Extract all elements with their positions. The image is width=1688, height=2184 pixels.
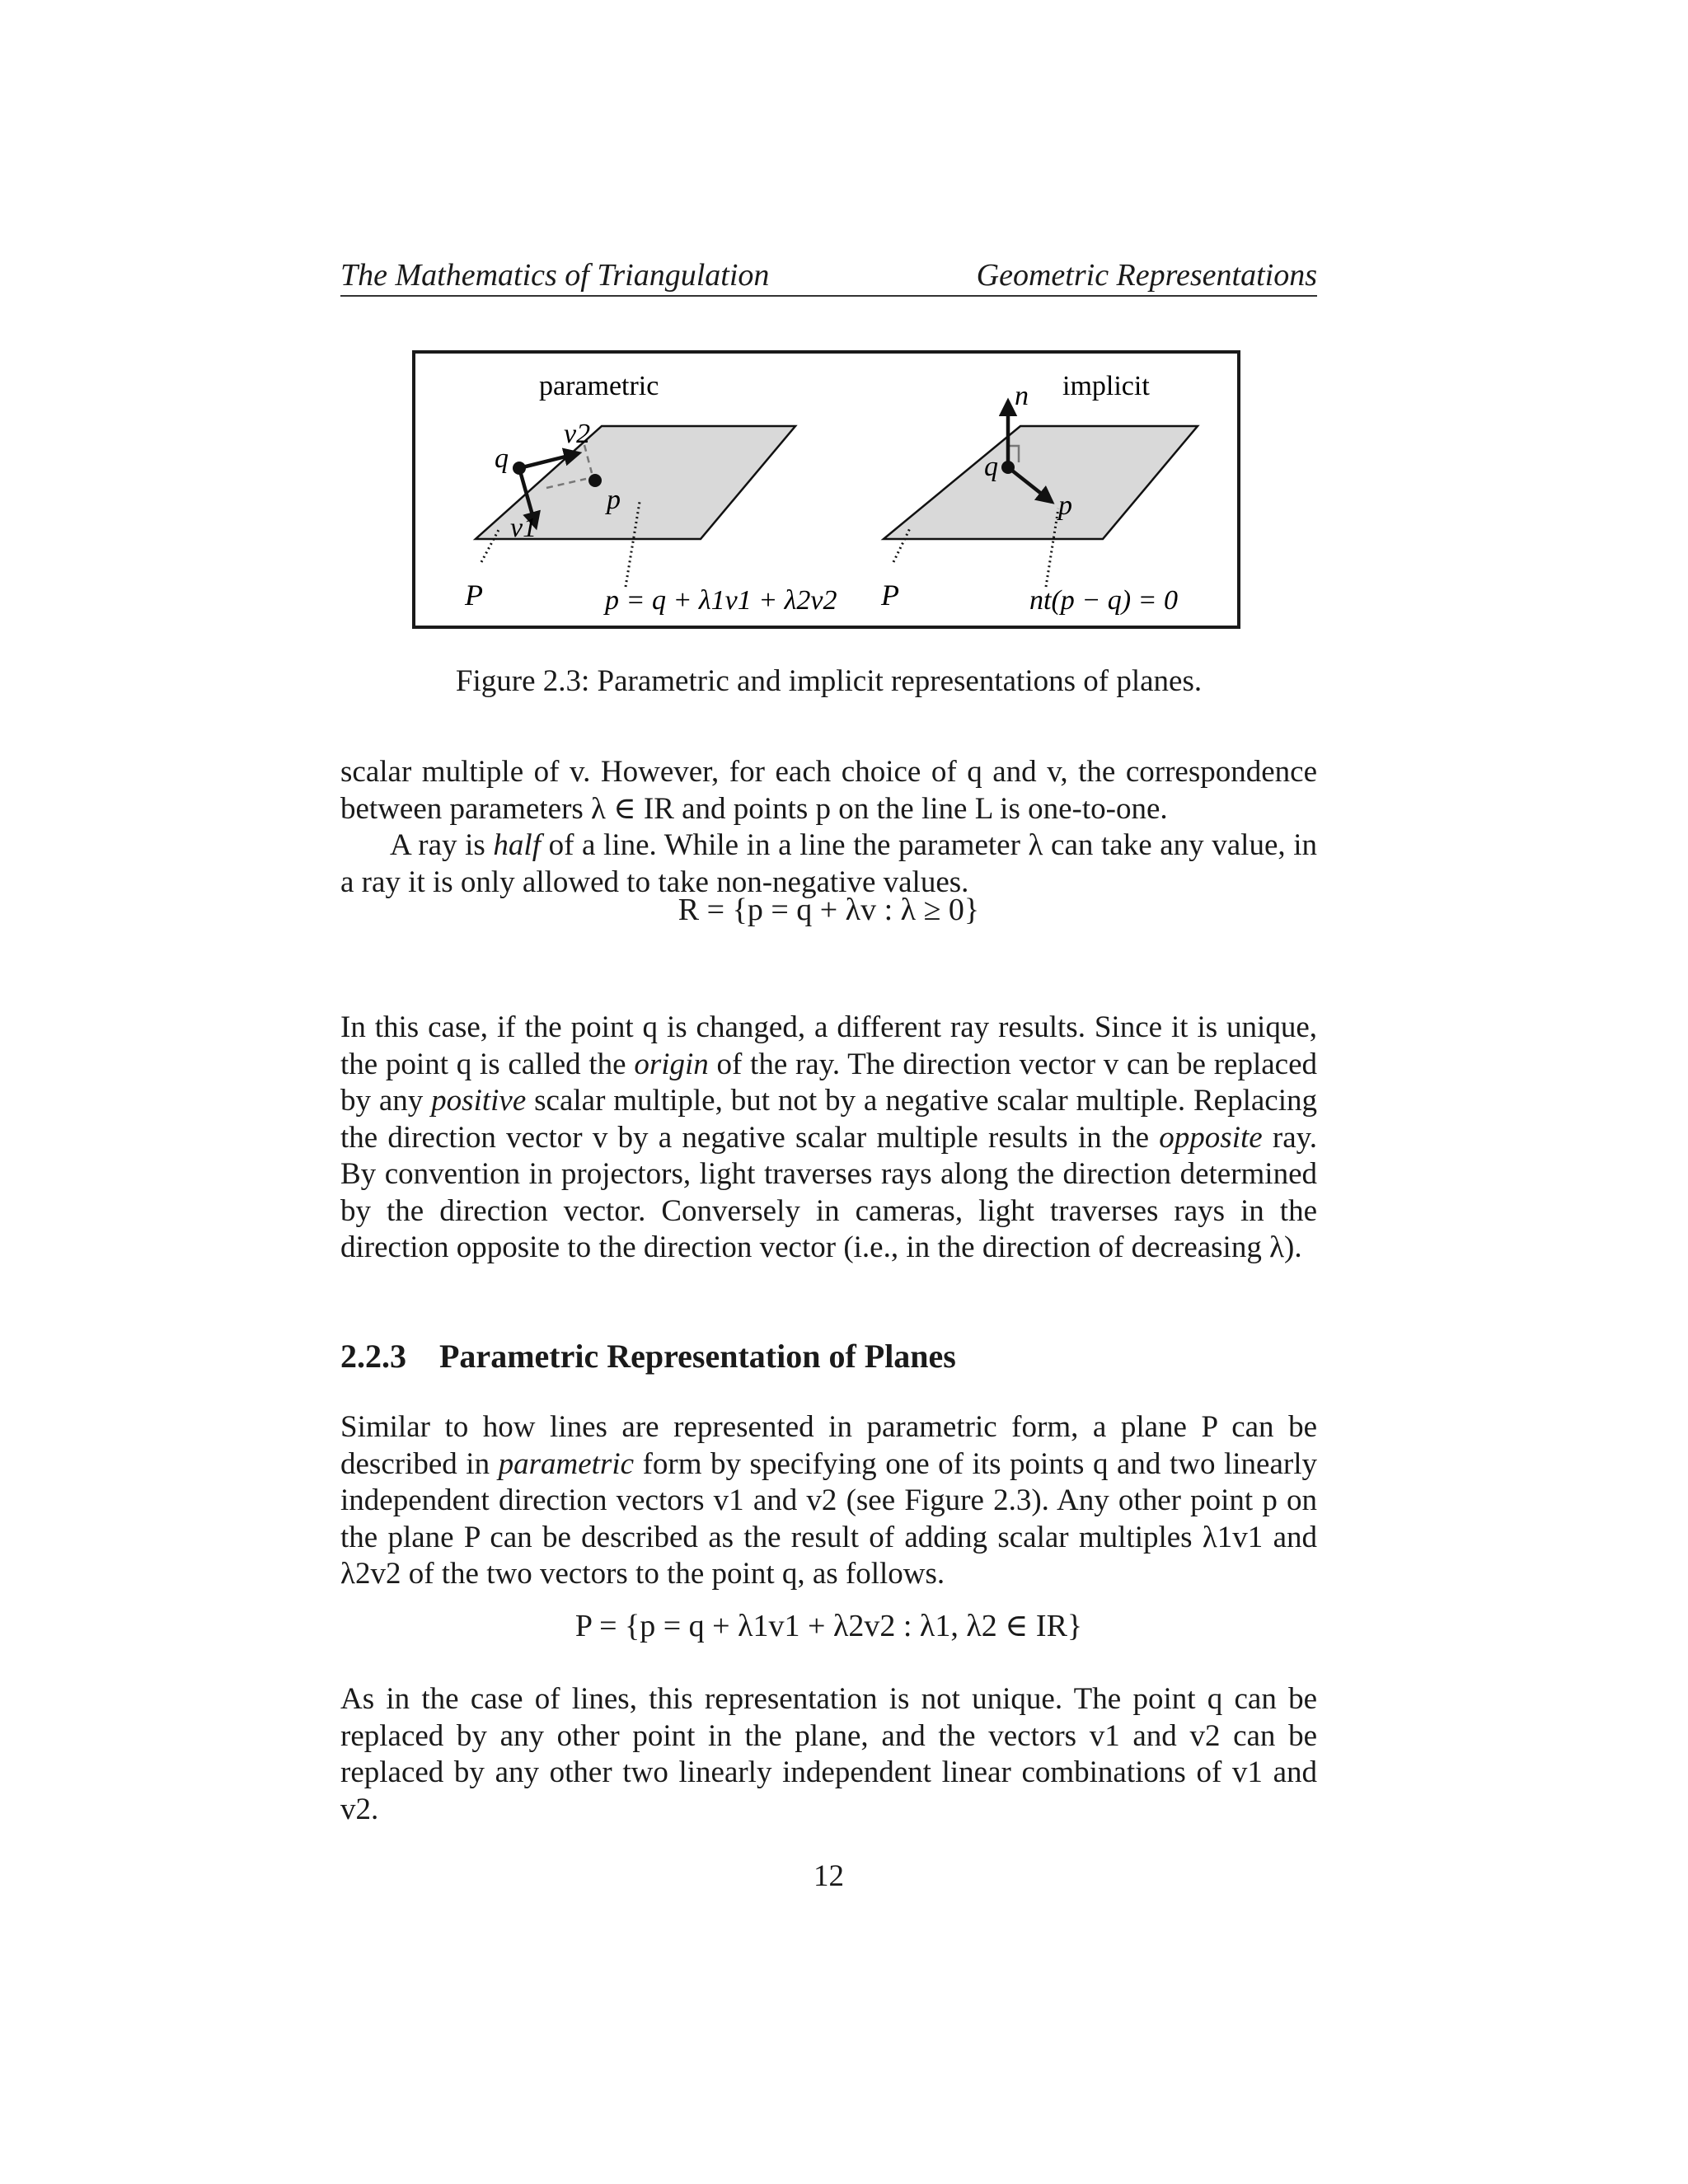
header-chapter-title: Geometric Representations: [976, 258, 1317, 293]
point-q-dot-right: [1001, 461, 1015, 474]
header-book-title: The Mathematics of Triangulation: [340, 258, 770, 293]
section-heading: [340, 1337, 956, 1376]
emphasis-positive: positive: [431, 1084, 527, 1118]
label-n: n: [1015, 381, 1029, 411]
label-p: p: [607, 485, 621, 515]
text-span: Similar to how lines are represented in parametric form, a plane P can be described in: [340, 1410, 1317, 1481]
text-span: A ray is: [390, 828, 494, 862]
plane-label-p-right: P: [881, 579, 899, 612]
paragraph-text: scalar multiple of v. However, for each choice of q and v, the correspondence between parameters λ ∈ IR and points p on the line L is one-to-one.: [340, 755, 1317, 826]
text-span: ray. By convention in projectors, light traverses rays along the direction determined by the direction vector. Conversely in cameras, light traverses rays in the direction opposite to the direction vector (i.e., in the direction of decreasing λ).: [340, 1120, 1318, 1264]
implicit-plane: [884, 426, 1198, 539]
equation-ray: R = {p = q + λv : λ ≥ 0}: [678, 893, 980, 927]
label-p-right: p: [1058, 490, 1072, 521]
paragraph-text: [340, 1409, 1317, 1593]
figure-2-3: [412, 350, 1240, 629]
paragraph-plane-parametric: [340, 1409, 1317, 1593]
running-header: [340, 257, 1317, 297]
emphasis-opposite: opposite: [1159, 1120, 1263, 1155]
text-span: form by specifying one of its points q and two linearly independent direction vectors v1 and v2 (see Figure 2.3). Any other point p on the plane P can be described as the result of adding scalar multiples λ1v1 and λ2v2 of the two vectors to the point q, as follows.: [340, 1446, 1317, 1591]
label-q-right: q: [984, 452, 998, 482]
paragraph-not-unique: [340, 1681, 1317, 1828]
label-q: q: [495, 443, 509, 474]
plane-label-p-left: P: [465, 579, 483, 612]
emphasis-parametric: parametric: [498, 1446, 635, 1481]
text-span: In this case, if the point q is changed, a different ray results. Since it is unique, the point q is called the: [340, 1010, 1317, 1081]
parametric-label: parametric: [539, 371, 659, 401]
paragraph-text: As in the case of lines, this representation is not unique. The point q can be replaced by any other point in the plane, and the vectors v1 and v2 can be replaced by any other two linearly independent linear combinations of v1 and v2.: [340, 1682, 1317, 1826]
label-v2: v2: [564, 419, 591, 449]
paragraph-ray: [340, 827, 1317, 901]
text-span: scalar multiple, but not by a negative scalar multiple. Replacing the direction vector v by a negative scalar multiple results in the: [340, 1084, 1317, 1155]
parametric-equation: p = q + λ1v1 + λ2v2: [605, 585, 837, 616]
emphasis-origin: origin: [634, 1047, 709, 1081]
text-span: of a line. While in a line the parameter λ can take any value, in a ray it is only allowed to take non-negative values.: [340, 828, 1317, 899]
section-title: Parametric Representation of Planes: [439, 1338, 956, 1375]
figure-caption: Figure 2.3: Parametric and implicit representations of planes.: [455, 664, 1203, 698]
plane-diagram: [415, 354, 1244, 632]
implicit-label: implicit: [1062, 371, 1150, 401]
point-q-dot: [513, 462, 526, 475]
paragraph-ray-origin: [340, 1010, 1317, 1267]
equation-plane: P = {p = q + λ1v1 + λ2v2 : λ1, λ2 ∈ IR}: [574, 1609, 1083, 1643]
emphasis-half: half: [493, 828, 541, 862]
page-number: 12: [814, 1859, 844, 1893]
point-p-dot: [588, 474, 602, 487]
paragraph-text: [340, 1010, 1317, 1267]
label-v1: v1: [510, 513, 537, 543]
paragraph-line-continuation: [340, 754, 1317, 901]
text-span: of the ray. The direction vector v can be replaced by any: [340, 1047, 1317, 1118]
implicit-equation: nt(p − q) = 0: [1029, 585, 1178, 616]
section-number: 2.2.3: [340, 1338, 406, 1375]
